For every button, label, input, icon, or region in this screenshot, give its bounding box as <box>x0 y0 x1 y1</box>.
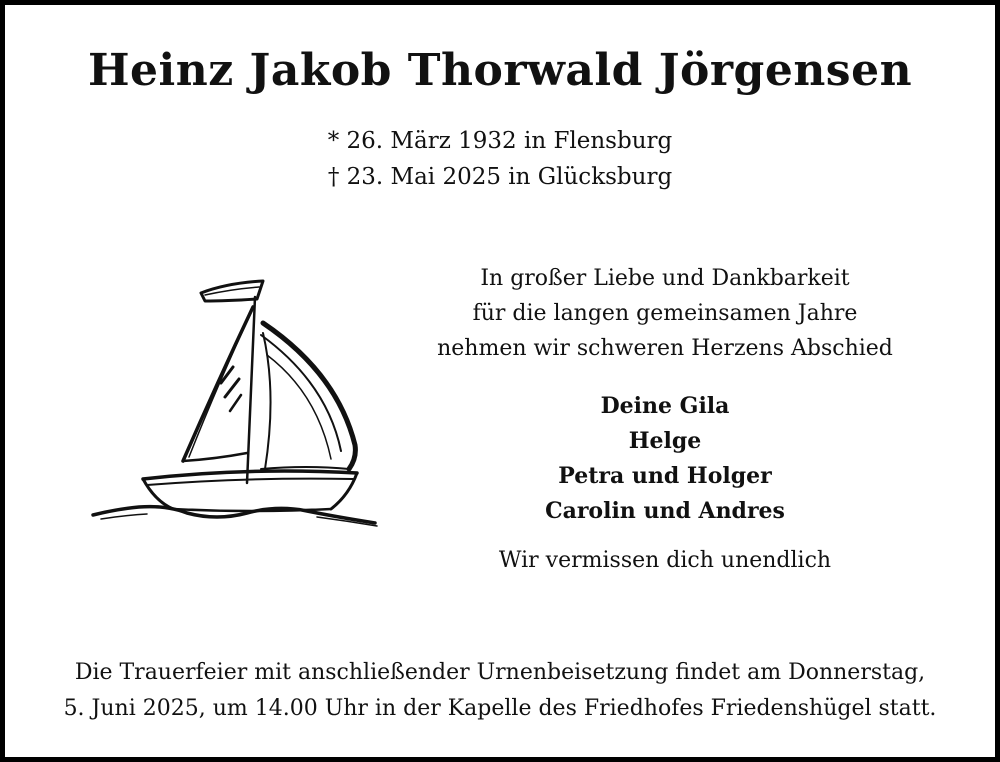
sailboat-icon <box>87 273 382 533</box>
deceased-name: Heinz Jakob Thorwald Jörgensen <box>87 45 913 96</box>
life-dates <box>5 123 995 195</box>
death-date: † 23. Mai 2025 in Glücksburg <box>327 164 673 190</box>
message-line: In großer Liebe und Dankbarkeit <box>480 266 850 291</box>
message-line: für die langen gemeinsamen Jahre <box>472 301 858 326</box>
mourner-name: Helge <box>628 428 702 454</box>
mourner-name: Petra und Holger <box>558 463 772 489</box>
birth-date: * 26. März 1932 in Flensburg <box>327 128 673 154</box>
ceremony-info <box>5 655 995 727</box>
mourner-name: Carolin und Andres <box>545 498 785 524</box>
mourners-list <box>425 389 905 529</box>
ceremony-line: Die Trauerfeier mit anschließender Urnenbeisetzung findet am Donnerstag, <box>74 660 926 685</box>
message-line: nehmen wir schweren Herzens Abschied <box>437 336 893 361</box>
farewell-message <box>425 261 905 366</box>
mourner-name: Deine Gila <box>600 393 730 419</box>
ceremony-line: 5. Juni 2025, um 14.00 Uhr in der Kapelle des Friedhofes Friedenshügel statt. <box>63 696 937 721</box>
closing-line: Wir vermissen dich unendlich <box>498 548 832 573</box>
